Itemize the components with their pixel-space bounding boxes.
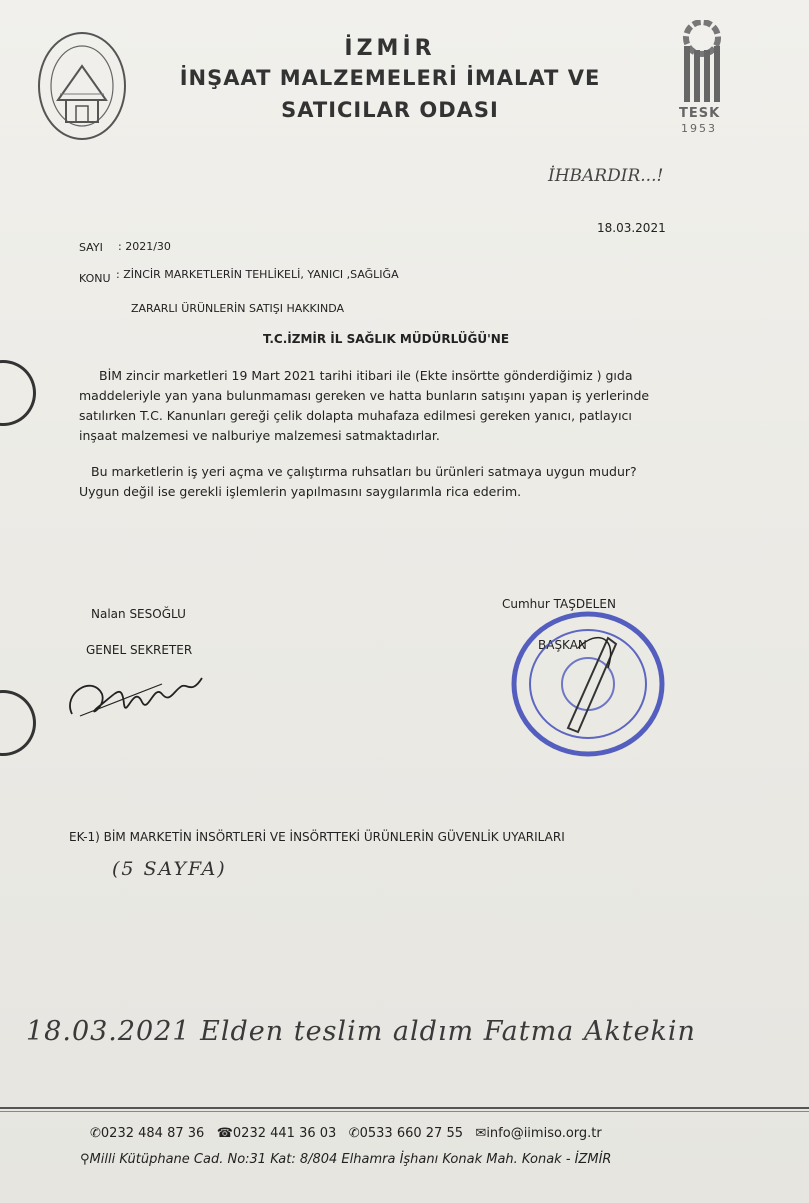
mobile-icon: ✆ [348,1126,360,1141]
paragraph-1-line: satılırken T.C. Kanunları gereği çelik dolapta muhafaza edilmesi gereken yanıcı, patlayıcı [79,408,632,423]
paragraph-1-line: BİM zincir marketleri 19 Mart 2021 tarihi itibari ile (Ekte insörtte gönderdiğimiz ) gıda [99,368,633,383]
document-date: 18.03.2021 [597,221,666,235]
signer-right-name: Cumhur TAŞDELEN [502,597,616,611]
location-pin-icon: ⚲ [80,1152,90,1167]
footer-rule-thin [0,1111,809,1112]
paragraph-2 [79,462,719,502]
letterhead-title-line1: İNŞAAT MALZEMELERİ İMALAT VE [179,66,601,90]
footer-email: info@iimiso.org.tr [486,1126,602,1141]
receipt-handwritten-note: 18.03.2021 Elden teslim aldım Fatma Aktekin [26,1016,696,1047]
paragraph-1-line: inşaat malzemesi ve nalburiye malzemesi satmaktadırlar. [79,428,440,443]
signature-left [62,664,212,728]
footer-address: Milli Kütüphane Cad. No:31 Kat: 8/804 Elhamra İşhanı Konak Mah. Konak - İZMİR [89,1152,612,1167]
letterhead-title-line2: SATICILAR ODASI [281,98,499,122]
konu-label: KONU [79,272,111,285]
footer-phone1: 0232 484 87 36 [100,1126,205,1141]
paragraph-2-line: Uygun değil ise gerekli işlemlerin yapılmasını saygılarımla rica ederim. [79,484,522,499]
tesk-label: TESK [679,106,721,121]
binder-hole-top [0,360,36,426]
binder-hole-bottom [0,690,36,756]
paragraph-1-line: maddeleriyle yan yana bulunmaması gereken ve hatta bunların satışını yapan iş yerlerinde [79,388,650,403]
footer-rule [0,1107,809,1109]
paragraph-2-line: Bu marketlerin iş yeri açma ve çalıştırma ruhsatları bu ürünleri satmaya uygun mudur? [91,464,637,479]
sayi-value: : 2021/30 [118,240,171,253]
footer-phone2: 0533 660 27 55 [359,1126,463,1141]
recipient: T.C.İZMİR İL SAĞLIK MÜDÜRLÜĞÜ'NE [263,332,510,346]
footer-fax: 0232 441 36 03 [232,1126,337,1141]
konu-line1: : ZİNCİR MARKETLERİN TEHLİKELİ, YANICI ,SAĞLIĞA [116,268,399,281]
signer-right-title: BAŞKAN [538,638,587,652]
paragraph-1 [79,366,719,446]
email-icon: ✉ [475,1126,487,1141]
official-stamp [508,608,668,758]
chamber-seal-logo [36,30,128,142]
phone-icon: ✆ [90,1126,101,1141]
footer-address-line [80,1152,611,1167]
signer-left-title: GENEL SEKRETER [86,643,193,657]
tesk-year: 1953 [681,122,717,135]
letterhead-city: İZMİR [344,36,436,61]
konu-line2: ZARARLI ÜRÜNLERİN SATIŞI HAKKINDA [131,302,345,315]
signer-left-name: Nalan SESOĞLU [91,607,186,621]
sayi-label: SAYI [79,241,103,254]
attachment-line: EK-1) BİM MARKETİN İNSÖRTLERİ VE İNSÖRTTEKİ ÜRÜNLERİN GÜVENLİK UYARILARI [69,830,565,844]
tesk-logo [674,20,730,110]
attachment-page-count-note: (5 SAYFA) [112,858,227,880]
fax-icon: ☎ [216,1126,233,1141]
handwritten-ihbar-note: İHBARDIR...! [548,166,664,186]
footer-contacts [90,1126,602,1141]
